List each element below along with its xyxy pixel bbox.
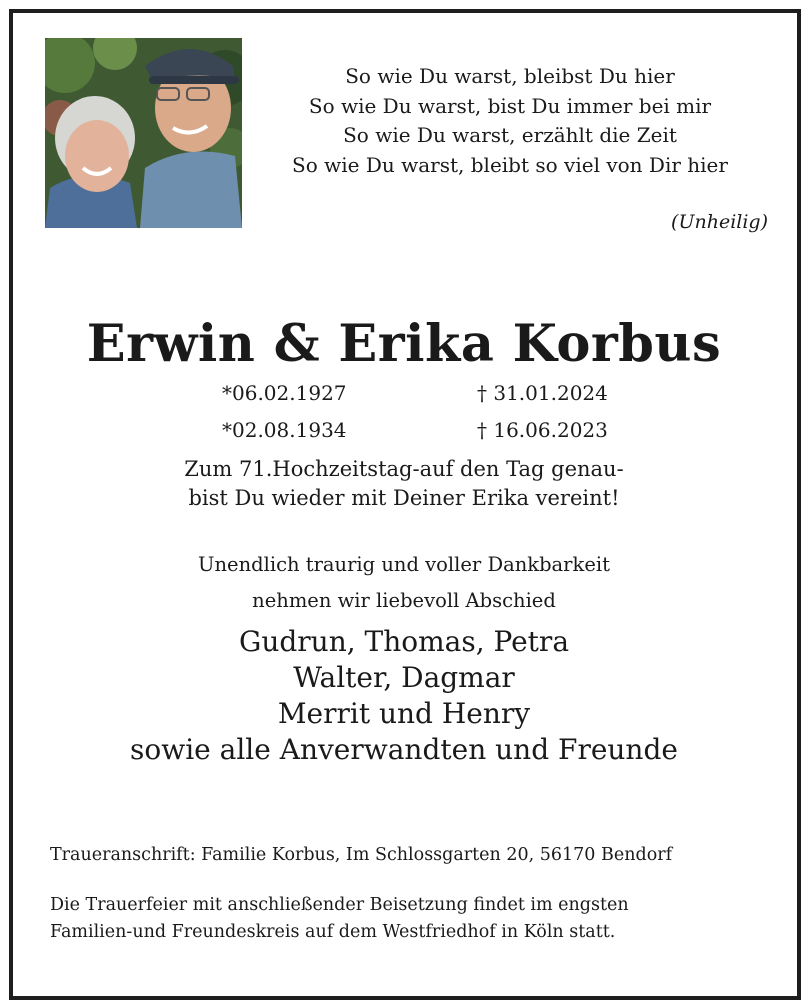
erwin-birth-date: *06.02.1927 <box>222 381 347 405</box>
anniversary-line: bist Du wieder mit Deiner Erika vereint! <box>188 486 620 510</box>
service-line: Familien-und Freundeskreis auf dem Westfriedhof in Köln statt. <box>50 922 616 942</box>
erwin-death-date: † 31.01.2024 <box>477 381 608 405</box>
anniversary-text <box>0 455 808 513</box>
mourners-list <box>0 624 808 768</box>
poem <box>270 62 750 180</box>
erika-birth-date: *02.08.1934 <box>222 418 347 442</box>
mourner-line: sowie alle Anverwandten und Freunde <box>130 733 678 766</box>
poem-line: So wie Du warst, bleibt so viel von Dir hier <box>292 152 728 177</box>
farewell-text <box>0 547 808 619</box>
mourner-line: Gudrun, Thomas, Petra <box>238 625 570 658</box>
funeral-service-info <box>50 892 629 946</box>
poem-source: (Unheilig) <box>671 211 768 233</box>
poem-line: So wie Du warst, bist Du immer bei mir <box>308 93 712 118</box>
mourning-address: Traueranschrift: Familie Korbus, Im Schlossgarten 20, 56170 Bendorf <box>50 845 673 865</box>
deceased-names: Erwin & Erika Korbus <box>86 314 722 374</box>
anniversary-line: Zum 71.Hochzeitstag-auf den Tag genau- <box>184 457 624 481</box>
erika-death-date: † 16.06.2023 <box>477 418 608 442</box>
farewell-line: nehmen wir liebevoll Abschied <box>252 589 556 612</box>
poem-line: So wie Du warst, bleibst Du hier <box>345 64 675 88</box>
mourner-line: Merrit und Henry <box>277 697 531 730</box>
mourner-line: Walter, Dagmar <box>293 661 515 694</box>
service-line: Die Trauerfeier mit anschließender Beisetzung findet im engsten <box>50 895 629 915</box>
farewell-line: Unendlich traurig und voller Dankbarkeit <box>198 553 610 576</box>
poem-line: So wie Du warst, erzählt die Zeit <box>343 123 677 147</box>
couple-photo <box>45 38 242 228</box>
